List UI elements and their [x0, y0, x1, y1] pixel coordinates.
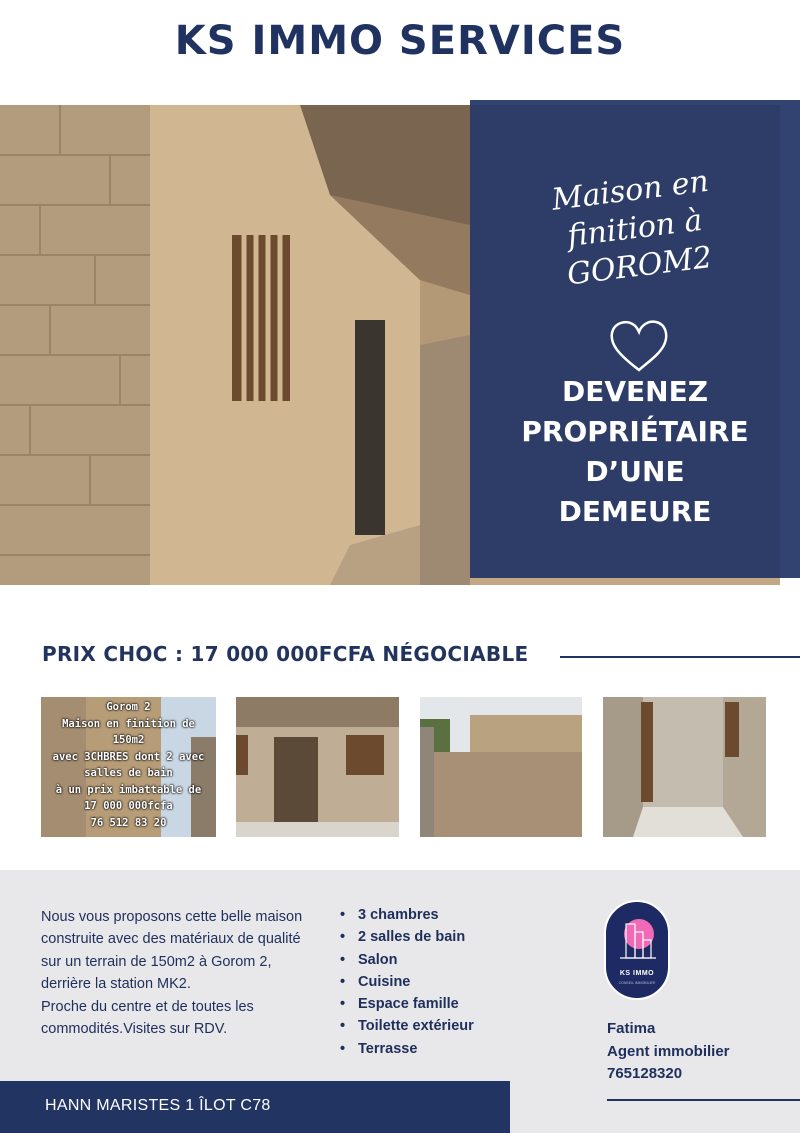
agent-divider: [607, 1099, 800, 1101]
gallery-photo-2: [236, 697, 399, 837]
price-divider: [560, 656, 800, 658]
caption-line: avec 3CHBRES dont 2 avec: [52, 750, 205, 763]
script-line-3: GOROM2: [565, 239, 714, 293]
agent-role: Agent immobilier: [607, 1042, 730, 1060]
company-logo: [604, 900, 670, 1000]
gallery-caption: [41, 699, 216, 831]
property-description: [41, 906, 316, 1040]
feature-item: • 3 chambres: [340, 904, 474, 926]
promo-panel: [470, 100, 800, 578]
pitch-line-1: DEVENEZ: [561, 375, 709, 408]
address-text: HANN MARISTES 1 ÎLOT C78: [45, 1097, 271, 1114]
gallery-photo-3: [420, 697, 582, 837]
description-paragraph-1: Nous vous proposons cette belle maison construite avec des matériaux de qualité sur un terrain de 150m2 à Gorom 2, derrière la station MK2.: [41, 909, 303, 993]
script-line-2: finition à: [565, 202, 705, 255]
gallery-photo-4: [603, 697, 766, 837]
caption-line: à un prix imbattable de: [55, 783, 202, 796]
address-bar: [0, 1081, 510, 1133]
logo-name: KS IMMO: [619, 970, 655, 977]
pitch-line-4: DEMEURE: [558, 495, 712, 528]
caption-line: Gorom 2: [106, 701, 151, 713]
features-list: [340, 904, 474, 1060]
promo-script-heading: [464, 152, 800, 305]
building-logo-icon: [606, 902, 668, 968]
page-title: KS IMMO SERVICES: [174, 18, 626, 64]
gallery-photo-1: [41, 697, 216, 837]
price-banner: PRIX CHOC : 17 000 000FCFA NÉGOCIABLE: [42, 642, 529, 666]
caption-line: salles de bain: [84, 767, 173, 779]
feature-item: • 2 salles de bain: [340, 926, 474, 948]
feature-item: • Espace famille: [340, 993, 474, 1015]
feature-item: • Cuisine: [340, 971, 474, 993]
feature-item: • Toilette extérieur: [340, 1015, 474, 1037]
caption-line: 76 512 83 20: [90, 816, 167, 829]
script-line-1: Maison en: [549, 163, 711, 218]
description-paragraph-2: Proche du centre et de toutes les commodités.Visites sur RDV.: [41, 998, 254, 1038]
heart-icon: [608, 318, 670, 374]
agent-name: Fatima: [607, 1020, 656, 1037]
logo-tagline: CONSEIL IMMOBILIER: [618, 981, 656, 985]
pitch-line-3: D’UNE: [585, 455, 685, 488]
promo-pitch: [470, 372, 800, 532]
feature-item: • Salon: [340, 949, 474, 971]
agent-phone: 765128320: [607, 1065, 683, 1082]
feature-item: • Terrasse: [340, 1038, 474, 1060]
caption-line: 17 000 000fcfa: [84, 800, 173, 812]
agent-contact: [607, 1018, 730, 1086]
caption-line: 150m2: [112, 734, 145, 746]
caption-line: Maison en finition de: [62, 717, 195, 730]
pitch-line-2: PROPRIÉTAIRE: [521, 415, 749, 448]
